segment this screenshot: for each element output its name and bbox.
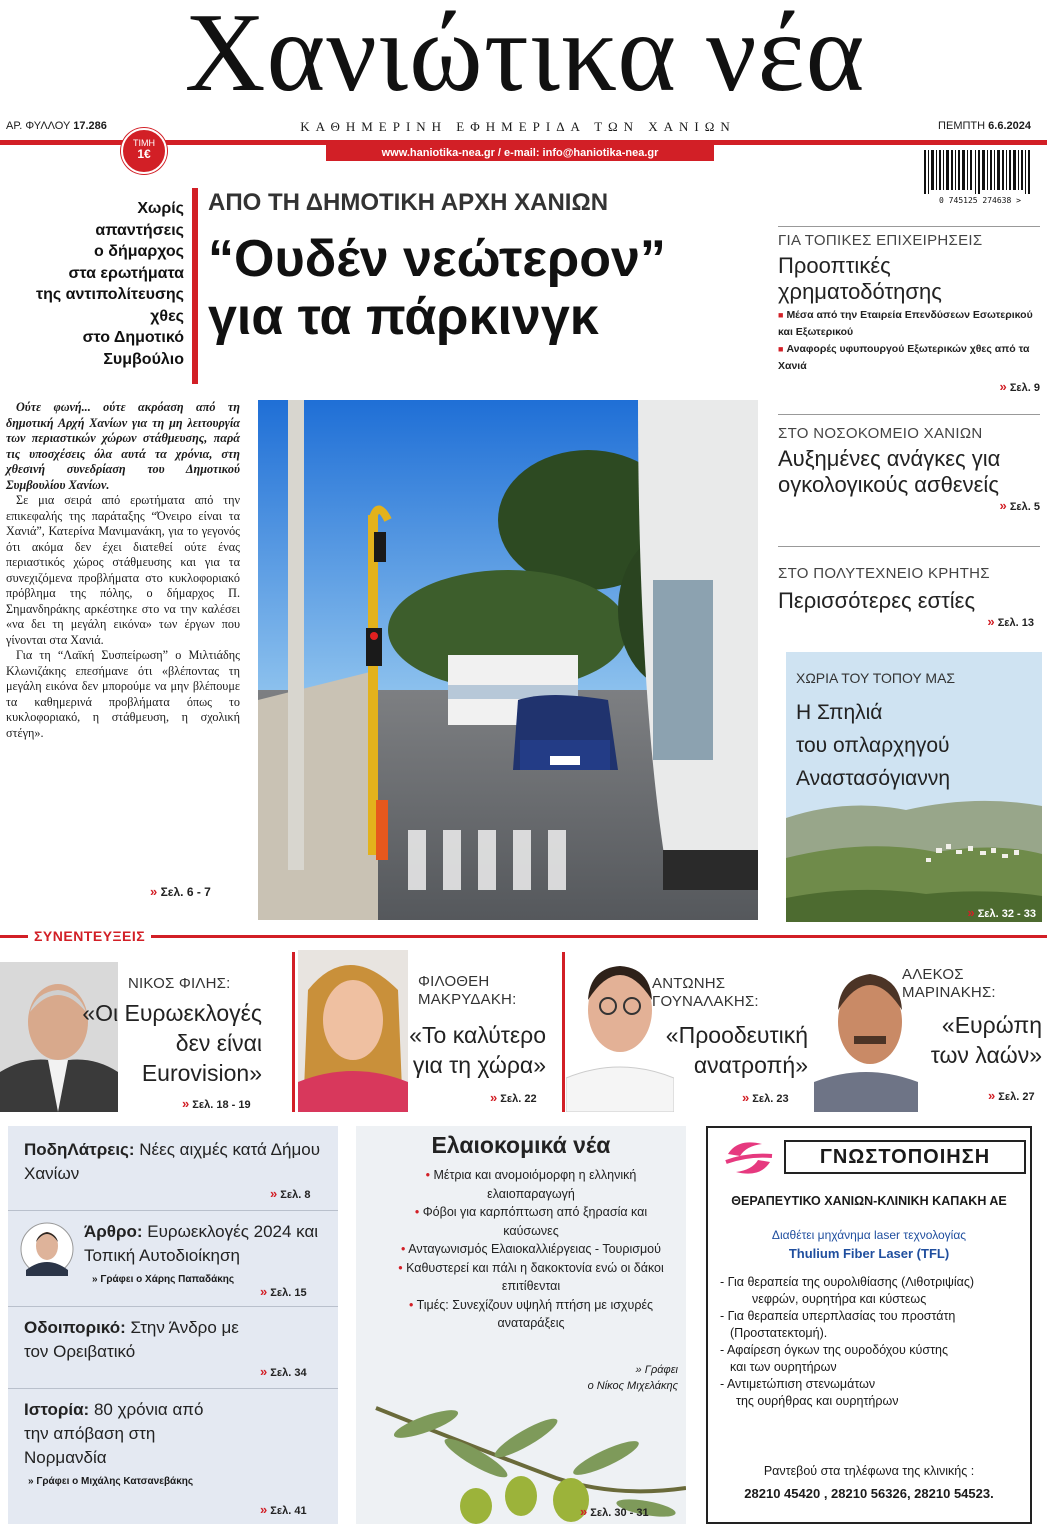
feature-text: 80 χρόνια από την απόβαση στη Νορμανδία: [24, 1400, 204, 1467]
treatment-item: (Προστατεκτομή).: [730, 1326, 828, 1340]
treatment-item: και των ουρητήρων: [730, 1360, 837, 1374]
story-bullet-text: Αναφορές υφυπουργού Εξωτερικών χθες από τα Χανιά: [778, 343, 1030, 372]
chevron-right-icon: »: [182, 1096, 190, 1111]
feature-page-ref-label: Σελ. 15: [270, 1287, 307, 1299]
story-title-line: του οπλαρχηγού: [796, 734, 950, 757]
lead-article-body: [6, 400, 240, 741]
notice-advertisement[interactable]: [706, 1126, 1032, 1524]
treatment-item: νεφρών, ουρητήρα και κύστεως: [752, 1292, 927, 1306]
interview-page-ref: [742, 1090, 789, 1105]
lead-headline-line1: “Ουδέν νεώτερον”: [208, 230, 666, 288]
feature-text: Στην Άνδρο με τον Ορειβατικό: [24, 1318, 239, 1361]
notice-line: Διαθέτει μηχάνημα laser τεχνολογίας: [771, 1228, 967, 1242]
bullet-icon: •: [425, 1168, 434, 1182]
notice-laser-name: Thulium Fiber Laser (TFL): [788, 1246, 950, 1261]
interview-card[interactable]: [296, 950, 558, 1112]
interviews-label: ΣΥΝΕΝΤΕΥΞΕΙΣ: [28, 928, 151, 944]
story-funding[interactable]: [778, 226, 1040, 394]
issue-day: ΠΕΜΠΤΗ: [938, 120, 986, 132]
interview-card[interactable]: [0, 950, 282, 1112]
quote-line: για τη χώρα»: [412, 1052, 546, 1078]
story-title-line: ογκολογικούς ασθενείς: [778, 472, 999, 497]
olive-news-item-text: Μέτρια και ανομοιόμορφη η ελληνική ελαιοπαραγωγή: [433, 1168, 637, 1201]
lead-paragraph: Για τη “Λαϊκή Συσπείρωση” ο Μιλτιάδης Κλωνιζάκης επεσήμανε ότι «βλέποντας τη μεγάλη εικόνα δεν μπορούμε να μην βλέπουμε τα καθημερινά προβλήματα όπως το κυκλοφοριακό, η στάθμευση, η σχολική στέγη».: [6, 648, 240, 740]
lead-accent-bar: [192, 188, 198, 384]
lead-subheadline: [12, 198, 184, 370]
clinic-name: ΘΕΡΑΠΕΥΤΙΚΟ ΧΑΝΙΩΝ-ΚΛΙΝΙΚΗ ΚΑΠΑΚΗ ΑΕ: [731, 1194, 1007, 1208]
treatment-item: - Αφαίρεση όγκων της ουροδόχου κύστης: [720, 1343, 949, 1357]
divider: [778, 414, 1040, 415]
interview-card[interactable]: [566, 950, 814, 1112]
appointment-text: Ραντεβού στα τηλέφωνα της κλινικής :: [763, 1464, 975, 1478]
issue-label: ΑΡ. ΦΥΛΛΟΥ: [6, 120, 71, 132]
interview-page-ref-label: Σελ. 23: [752, 1093, 789, 1105]
feature-byline: » Γράφει ο Χάρης Παπαδάκης: [92, 1274, 235, 1285]
story-hospital[interactable]: [778, 414, 1040, 513]
story-page-ref-label: Σελ. 32 - 33: [977, 908, 1036, 920]
subheadline-line: στα ερωτήματα: [68, 264, 184, 282]
features-box: [8, 1126, 338, 1524]
quote-line: ανατροπή»: [693, 1052, 808, 1078]
clinic-logo: [718, 1136, 780, 1180]
treatment-item: της ουρήθρας και ουρητήρων: [736, 1394, 899, 1408]
interview-separator: [292, 952, 295, 1112]
story-kicker: ΧΩΡΙΑ ΤΟΥ ΤΟΠΟΥ ΜΑΣ: [796, 670, 956, 686]
chevron-right-icon: »: [999, 379, 1007, 394]
lead-page-ref-label: Σελ. 6 - 7: [160, 885, 211, 899]
newspaper-masthead: Χανιώτικα νέα: [184, 0, 866, 115]
subheadline-line: ο δήμαρχος: [94, 243, 184, 260]
issue-number: [6, 120, 107, 132]
square-bullet-icon: ■: [778, 344, 784, 354]
olive-news-item-text: Ανταγωνισμός Ελαιοκαλλιέργειας - Τουρισμού: [408, 1242, 661, 1256]
feature-page-ref-label: Σελ. 34: [270, 1367, 307, 1379]
feature-head: Οδοιπορικό:: [24, 1318, 126, 1337]
bullet-icon: •: [401, 1242, 409, 1256]
quote-line: των λαών»: [930, 1042, 1042, 1068]
feature-head: ΠοδηΛάτρεις:: [24, 1140, 135, 1159]
olive-page-ref-label: Σελ. 30 - 31: [590, 1507, 649, 1519]
interviewee-name: ΝΙΚΟΣ ΦΙΛΗΣ:: [128, 975, 231, 992]
story-bullet: [778, 341, 1040, 375]
chevron-right-icon: »: [987, 614, 995, 629]
lead-page-ref[interactable]: [150, 884, 211, 899]
subheadline-line: χθες: [150, 307, 184, 325]
chevron-right-icon: »: [999, 498, 1007, 513]
story-villages[interactable]: [786, 652, 1042, 922]
story-kicker: ΓΙΑ ΤΟΠΙΚΕΣ ΕΠΙΧΕΙΡΗΣΕΙΣ: [778, 232, 983, 249]
subheadline-line: της αντιπολίτευσης: [35, 286, 184, 303]
notice-treatments: [720, 1274, 1026, 1410]
feature-page-ref: [260, 1502, 307, 1517]
interview-page-ref: [988, 1088, 1035, 1103]
story-title-line: Περισσότερες εστίες: [778, 588, 976, 613]
story-bullet-text: Μέσα από την Εταιρεία Επενδύσεων Εσωτερικού και Εξωτερικού: [778, 309, 1033, 338]
interviewee-name: ΑΝΤΩΝΗΣ ΓΟΥΝΑΛΑΚΗΣ:: [652, 975, 759, 1010]
divider: [8, 1210, 338, 1211]
feature-item[interactable]: [24, 1398, 214, 1470]
story-title-line: Αυξημένες ανάγκες για: [778, 446, 1001, 471]
olive-news-item-text: Καθυστερεί και πάλι η δακοκτονία ενώ οι δάκοι επιτίθενται: [406, 1260, 664, 1293]
story-page-ref: [967, 905, 1036, 920]
feature-item[interactable]: [24, 1316, 264, 1364]
issue-date-value: 6.6.2024: [988, 120, 1031, 132]
feature-head: Ιστορία:: [24, 1400, 90, 1419]
quote-line: δεν είναι: [175, 1030, 262, 1056]
feature-page-ref: [270, 1186, 310, 1201]
lead-intro: Ούτε φωνή... ούτε ακρόαση από τη δημοτική Αρχή Χανίων για τη μη λειτουργία των περιαστικών χώρων στάθμευσης, παρά τις υποσχέσεις όλα αυτά τα χρόνια, στη χθεσινή συνεδρίαση του Δημοτικού Συμβουλίου Χανίων.: [6, 400, 240, 492]
feature-page-ref: [260, 1364, 307, 1379]
bullet-icon: •: [398, 1260, 407, 1275]
website-link[interactable]: www.haniotika-nea.gr / e-mail: info@haniotika-nea.gr: [326, 145, 714, 161]
story-title-line: Αναστασόγιαννη: [796, 767, 950, 790]
price-value: 1€: [137, 147, 151, 161]
interviewee-name: ΦΙΛΟΘΕΗ ΜΑΚΡΥΔΑΚΗ:: [418, 973, 517, 1008]
chevron-right-icon: »: [260, 1502, 268, 1517]
story-page-ref: [778, 379, 1040, 394]
chevron-right-icon: »: [988, 1088, 996, 1103]
divider: [778, 546, 1040, 547]
chevron-right-icon: »: [270, 1186, 278, 1201]
feature-text: Ευρωεκλογές 2024 και Τοπική Αυτοδιοίκηση: [84, 1222, 319, 1265]
treatment-item: - Αντιμετώπιση στενωμάτων: [720, 1377, 876, 1391]
olive-news-item: [396, 1203, 666, 1240]
interview-quote: [636, 1020, 808, 1080]
phone-numbers[interactable]: 28210 45420 , 28210 56326, 28210 54523.: [744, 1486, 994, 1501]
olive-news-list: [396, 1166, 666, 1333]
feature-page-ref-label: Σελ. 8: [280, 1189, 311, 1201]
divider: [778, 226, 1040, 227]
square-bullet-icon: ■: [778, 310, 784, 320]
interview-page-ref: [182, 1096, 251, 1111]
interviewee-name: ΑΛΕΚΟΣ ΜΑΡΙΝΑΚΗΣ:: [902, 966, 996, 1001]
story-title: [796, 696, 950, 795]
subheadline-line: στο Δημοτικό: [82, 329, 184, 346]
bullet-icon: •: [414, 1205, 423, 1219]
olive-news-item: [396, 1296, 666, 1333]
feature-item[interactable]: [84, 1220, 330, 1268]
feature-page-ref-label: Σελ. 41: [270, 1505, 307, 1517]
feature-head: Άρθρο:: [84, 1222, 143, 1241]
olive-author-line: » Γράφει: [635, 1364, 678, 1376]
divider: [8, 1306, 338, 1307]
interview-card[interactable]: [814, 950, 1046, 1112]
olive-news-item: [396, 1240, 666, 1259]
lead-paragraph: Σε μια σειρά από ερωτήματα από την επικεφαλής της παράταξης “Όνειρο είναι τα Χανιά”, Κατερίνα Μανιμανάκη, για το γεγονός ότι ακόμα δεν έχει διατεθεί ούτε ένας περιαστικός χώρος στάθμευσης και για τα συνεχιζόμενα προβλήματα στο κυκλοφοριακό πρόβλημα της πόλης, ο δήμαρχος Π. Σημανδηράκης αρκέστηκε στο να την καλέσει «να δει τη μεγάλη εικόνα» των έργων που γίνονται στα Χανιά.: [6, 493, 240, 647]
story-page-ref-label: Σελ. 9: [1009, 382, 1040, 394]
chevron-right-icon: »: [742, 1090, 750, 1105]
olive-news-item-text: Φόβοι για καρπόπτωση από ξηρασία και καύσωνες: [422, 1205, 648, 1238]
price-label: ΤΙΜΗ: [133, 138, 155, 148]
subheadline-line: απαντήσεις: [95, 221, 184, 239]
olive-news-title: Ελαιοκομικά νέα: [431, 1132, 611, 1158]
olive-page-ref: [580, 1504, 649, 1519]
olive-author-line: ο Νίκος Μιχελάκης: [587, 1380, 678, 1392]
notice-title: ΓΝΩΣΤΟΠΟΙΗΣΗ: [784, 1140, 1026, 1174]
barcode: [920, 148, 1040, 210]
story-kicker: ΣΤΟ ΝΟΣΟΚΟΜΕΙΟ ΧΑΝΙΩΝ: [778, 425, 983, 442]
interview-quote: [376, 1020, 546, 1080]
author-avatar: [20, 1222, 74, 1276]
story-page-ref: [778, 614, 1034, 629]
price-badge: [121, 128, 167, 174]
subheadline-line: Χωρίς: [137, 200, 184, 217]
interview-page-ref: [490, 1090, 537, 1105]
chevron-right-icon: »: [260, 1364, 268, 1379]
issue-date: [938, 120, 1031, 132]
quote-line: «Οι Ευρωεκλογές: [82, 1000, 262, 1026]
divider: [8, 1388, 338, 1389]
chevron-right-icon: »: [260, 1284, 268, 1299]
treatment-item: - Για θεραπεία υπερπλασίας του προστάτη: [720, 1309, 956, 1323]
lead-headline-line2: για τα πάρκινγκ: [208, 288, 599, 346]
olive-author: [588, 1362, 678, 1394]
olive-news-item: [396, 1166, 666, 1203]
chevron-right-icon: »: [490, 1090, 498, 1105]
olive-news-box[interactable]: [356, 1126, 686, 1524]
story-title-line: χρηματοδότησης: [778, 279, 942, 304]
chevron-right-icon: »: [967, 905, 975, 920]
interview-page-ref-label: Σελ. 18 - 19: [192, 1099, 251, 1111]
quote-line: «Το καλύτερο: [409, 1022, 546, 1048]
story-page-ref-label: Σελ. 5: [1009, 501, 1040, 513]
quote-line: «Ευρώπη: [941, 1012, 1042, 1038]
story-kicker: ΣΤΟ ΠΟΛΥΤΕΧΝΕΙΟ ΚΡΗΤΗΣ: [778, 565, 990, 582]
chevron-right-icon: »: [150, 884, 158, 899]
feature-page-ref: [260, 1284, 307, 1299]
feature-item[interactable]: [24, 1138, 324, 1186]
bullet-icon: •: [408, 1297, 417, 1312]
interview-quote: [80, 998, 262, 1088]
story-page-ref: [778, 498, 1040, 513]
olive-news-item: [396, 1259, 666, 1296]
feature-text: Νέες αιχμές κατά Δήμου Χανίων: [24, 1140, 321, 1183]
barcode-number: 0 745125 274638 >: [939, 196, 1021, 205]
interview-page-ref-label: Σελ. 22: [500, 1093, 537, 1105]
olive-news-item-text: Τιμές: Συνεχίζουν υψηλή πτήση με ισχυρές αναταράξεις: [416, 1297, 654, 1330]
issue-value: 17.286: [73, 120, 107, 132]
quote-line: «Προοδευτική: [665, 1022, 808, 1048]
story-page-ref-label: Σελ. 13: [997, 617, 1034, 629]
story-bullet: [778, 307, 1040, 341]
lead-photo-traffic: [258, 400, 758, 920]
interviews-divider: [0, 935, 1047, 938]
interview-page-ref-label: Σελ. 27: [998, 1091, 1035, 1103]
story-polytechnic[interactable]: [778, 546, 1040, 629]
lead-headline[interactable]: [208, 230, 768, 346]
interview-separator: [562, 952, 565, 1112]
story-title-line: Προοπτικές: [778, 253, 891, 278]
quote-line: Eurovision»: [141, 1060, 262, 1086]
chevron-right-icon: »: [580, 1504, 588, 1519]
treatment-item: - Για θεραπεία της ουρολιθίασης (Λιθοτριψίας): [720, 1275, 975, 1289]
subheadline-line: Συμβούλιο: [103, 350, 184, 368]
lead-kicker: ΑΠΟ ΤΗ ΔΗΜΟΤΙΚΗ ΑΡΧΗ ΧΑΝΙΩΝ: [208, 189, 609, 216]
feature-byline: » Γράφει ο Μιχάλης Κατσανεβάκης: [28, 1476, 194, 1487]
newspaper-subtitle: ΚΑΘΗΜΕΡΙΝΗ ΕΦΗΜΕΡΙΔΑ ΤΩΝ ΧΑΝΙΩΝ: [300, 119, 736, 134]
interview-quote: [874, 1010, 1042, 1070]
story-title-line: Η Σπηλιά: [796, 701, 883, 724]
